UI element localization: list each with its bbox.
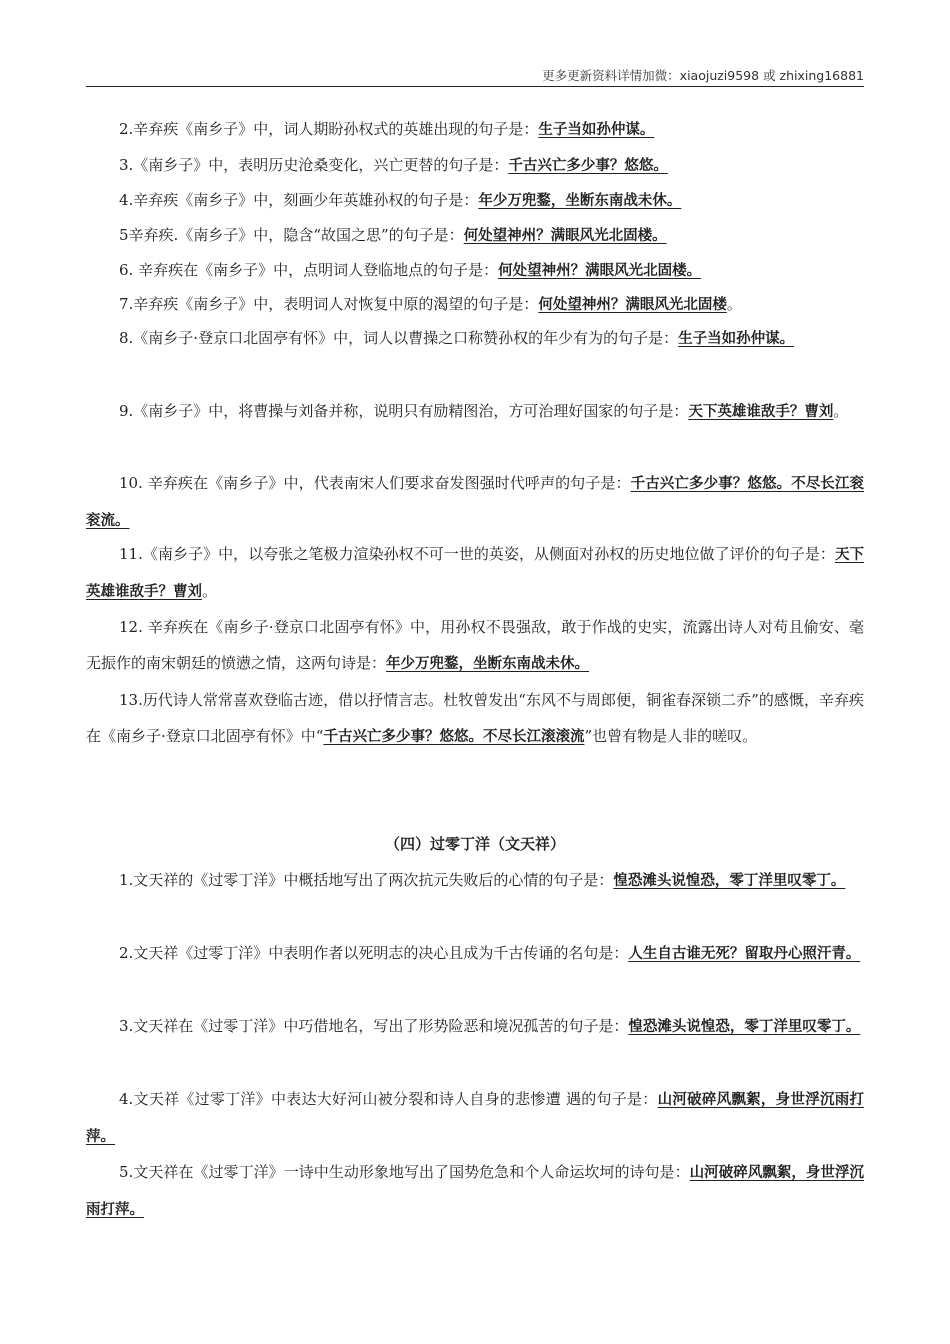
answer-text: 山河破碎风飘絮，身世浮沉雨打萍。 <box>86 1092 865 1145</box>
answer-text: 生子当如孙仲谋。 <box>538 122 655 138</box>
question-text: 1.文天祥的《过零丁洋》中概括地写出了两次抗元失败后的心情的句子是： <box>119 871 614 889</box>
question-3 <box>86 1008 864 1045</box>
question-text: 13.历代诗人常常喜欢登临古迹，借以抒情言志。杜牧曾发出“东风不与周郎便，铜雀春深锁二乔”的感慨，辛弃疾在《南乡子·登京口北固亭有怀》中“ <box>86 691 864 745</box>
question-text: 10. 辛弃疾在《南乡子》中，代表南宋人们要求奋发图强时代呼声的句子是： <box>119 474 631 492</box>
question-12 <box>86 609 864 682</box>
question-text: 3.文天祥在《过零丁洋》中巧借地名，写出了形势险恶和境况孤苦的句子是： <box>119 1017 629 1035</box>
question-5 <box>86 217 864 254</box>
question-text: 5辛弃疾.《南乡子》中，隐含“故国之思”的句子是： <box>119 226 464 244</box>
question-4 <box>86 1081 864 1155</box>
question-text: 7.辛弃疾《南乡子》中，表明词人对恢复中原的渴望的句子是： <box>119 295 539 313</box>
answer-text: 人生自古谁无死？留取丹心照汗青。 <box>628 946 861 962</box>
question-text: 5.文天祥在《过零丁洋》一诗中生动形象地写出了国势危急和个人命运坎坷的诗句是： <box>119 1163 690 1181</box>
answer-text: 何处望神州？满眼风光北固楼。 <box>498 263 702 279</box>
question-4 <box>86 182 864 219</box>
answer-text: 千古兴亡多少事？悠悠。不尽长江滚滚流 <box>323 729 585 745</box>
question-text: 12. 辛弃疾在《南乡子·登京口北固亭有怀》中，用孙权不畏强敌，敢于作战的史实，流露出诗人对苟且偷安、毫无振作的南宋朝廷的愤懑之情，这两句诗是： <box>86 618 864 672</box>
question-9 <box>86 393 864 430</box>
question-end: 。 <box>202 582 218 600</box>
question-8 <box>86 320 864 357</box>
question-end: 。 <box>726 295 742 313</box>
answer-text: 千古兴亡多少事？悠悠。 <box>508 158 668 174</box>
question-text: 11.《南乡子》中，以夸张之笔极力渲染孙权不可一世的英姿，从侧面对孙权的历史地位做了评价的句子是： <box>119 545 835 563</box>
answer-text: 何处望神州？满眼风光北固楼。 <box>463 228 667 244</box>
answer-text: 天下英雄谁敌手？曹刘 <box>86 547 864 600</box>
answer-text: 生子当如孙仲谋。 <box>678 331 795 347</box>
question-6 <box>86 252 864 289</box>
question-1 <box>86 862 864 899</box>
question-10 <box>86 465 864 539</box>
section-title: （四）过零丁洋（文天祥） <box>384 835 565 853</box>
answer-text: 惶恐滩头说惶恐，零丁洋里叹零丁。 <box>628 1019 861 1035</box>
question-text: 6. 辛弃疾在《南乡子》中，点明词人登临地点的句子是： <box>119 261 499 279</box>
question-end: 。 <box>833 402 849 420</box>
answer-text: 山河破碎风飘絮，身世浮沉雨打萍。 <box>86 1165 864 1218</box>
question-11 <box>86 536 864 610</box>
answer-text: 年少万兜鍪，坐断东南战未休。 <box>386 656 590 672</box>
question-2 <box>86 111 864 148</box>
answer-text: 年少万兜鍪，坐断东南战未休。 <box>478 193 682 209</box>
answer-text: 何处望神州？满眼风光北固楼 <box>538 297 727 313</box>
question-text: 3.《南乡子》中，表明历史沧桑变化，兴亡更替的句子是： <box>119 156 509 174</box>
question-7 <box>86 286 864 323</box>
question-text: 4.辛弃疾《南乡子》中，刻画少年英雄孙权的句子是： <box>119 191 479 209</box>
question-end: ”也曾有物是人非的嗟叹。 <box>584 727 758 745</box>
page-header: 更多更新资料详情加微：xiaojuzi9598 或 zhixing16881 <box>542 68 864 83</box>
question-5 <box>86 1154 864 1228</box>
question-3 <box>86 147 864 184</box>
question-13 <box>86 682 864 755</box>
answer-text: 千古兴亡多少事？悠悠。不尽长江衮衮流。 <box>86 476 864 529</box>
question-text: 9.《南乡子》中，将曹操与刘备并称，说明只有励精图治，方可治理好国家的句子是： <box>119 402 689 420</box>
header-divider <box>86 86 864 87</box>
answer-text: 天下英雄谁敌手？曹刘 <box>688 404 834 420</box>
answer-text: 惶恐滩头说惶恐，零丁洋里叹零丁。 <box>613 873 846 889</box>
question-text: 2.文天祥《过零丁洋》中表明作者以死明志的决心且成为千古传诵的名句是： <box>119 944 629 962</box>
question-2 <box>86 935 864 972</box>
question-text: 4.文天祥《过零丁洋》中表达大好河山被分裂和诗人自身的悲惨遭 遇的句子是： <box>119 1090 658 1108</box>
question-text: 8.《南乡子·登京口北固亭有怀》中，词人以曹操之口称赞孙权的年少有为的句子是： <box>119 329 679 347</box>
question-text: 2.辛弃疾《南乡子》中，词人期盼孙权式的英雄出现的句子是： <box>119 120 539 138</box>
